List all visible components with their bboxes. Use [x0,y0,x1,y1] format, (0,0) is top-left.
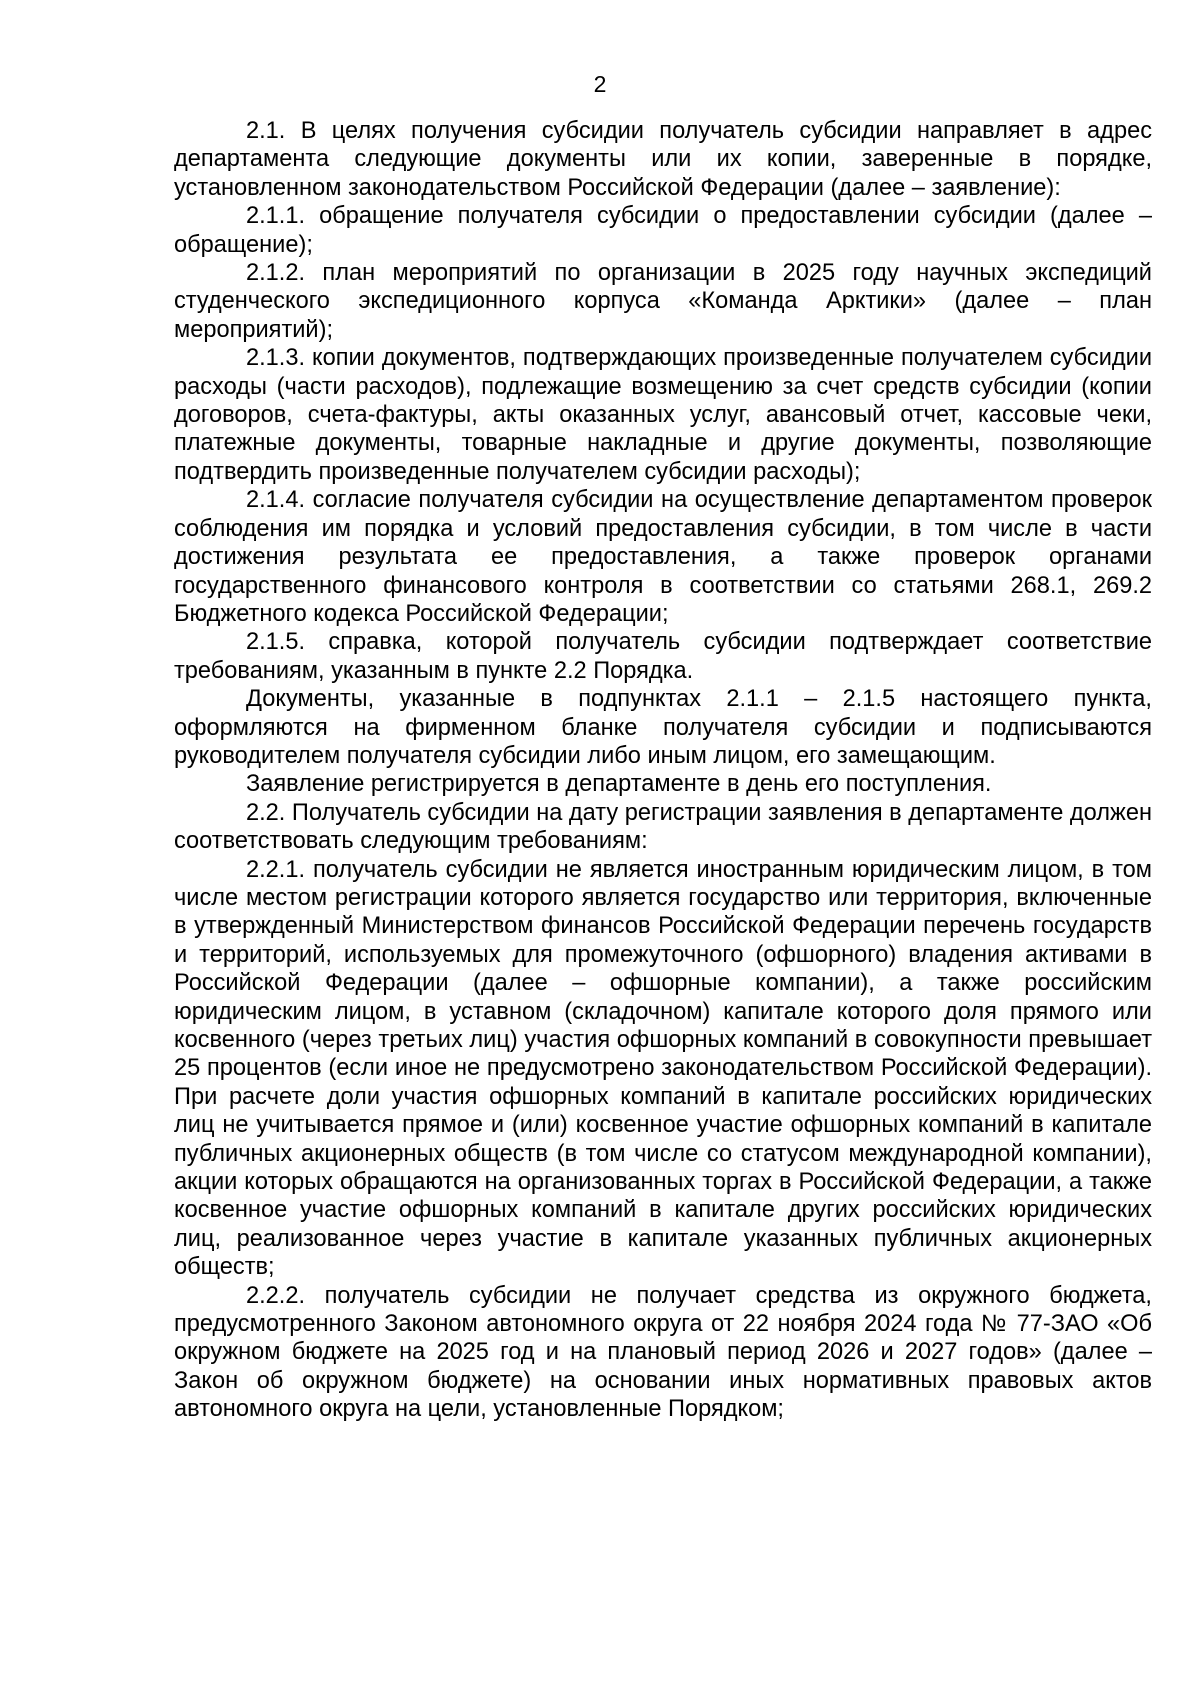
paragraph-2-1-1: 2.1.1. обращение получателя субсидии о предоставлении субсидии (далее – обращение); [174,203,1152,258]
paragraph-2-1-2: 2.1.2. план мероприятий по организации в 2025 году научных экспедиций студенческого экспедиционного корпуса «Команда Арктики» (далее – план мероприятий); [174,260,1152,343]
paragraph-2-1-5: 2.1.5. справка, которой получатель субсидии подтверждает соответствие требованиям, указанным в пункте 2.2 Порядка. [174,629,1152,684]
paragraph-documents-formatting: Документы, указанные в подпунктах 2.1.1 – 2.1.5 настоящего пункта, оформляются на фирменном бланке получателя субсидии и подписываются руководителем получателя субсидии либо иным лицом, его замещающим. [174,686,1152,769]
document-body [174,117,1152,1424]
paragraph-2-1-4: 2.1.4. согласие получателя субсидии на осуществление департаментом проверок соблюдения им порядка и условий предоставления субсидии, в том числе в части достижения результата ее предоставления, а также проверок органами государственного финансового контроля в соответствии со статьями 268.1, 269.2 Бюджетного кодекса Российской Федерации; [174,487,1152,627]
paragraph-2-2-1: 2.2.1. получатель субсидии не является иностранным юридическим лицом, в том числе местом регистрации которого является государство или территория, включенные в утвержденный Министерством финансов Российской Федерации перечень государств и территорий, используемых для промежуточного (офшорного) владения активами в Российской Федерации (далее – офшорные компании), а также российским юридическим лицом, в уставном (складочном) капитале которого доля прямого или косвенного (через третьих лиц) участия офшорных компаний в совокупности превышает 25 процентов (если иное не предусмотрено законодательством Российской Федерации). При расчете доли участия офшорных компаний в капитале российских юридических лиц не учитывается прямое и (или) косвенное участие офшорных компаний в капитале публичных акционерных обществ (в том числе со статусом международной компании), акции которых обращаются на организованных торгах в Российской Федерации, а также косвенное участие офшорных компаний в капитале других российских юридических лиц, реализованное через участие в капитале указанных публичных акционерных обществ; [174,856,1152,1281]
paragraph-2-2-2: 2.2.2. получатель субсидии не получает средства из окружного бюджета, предусмотренного Законом автономного округа от 22 ноября 2024 года № 77-ЗАО «Об окружном бюджете на 2025 год и на плановый период 2026 и 2027 годов» (далее – Закон об окружном бюджете) на основании иных нормативных правовых актов автономного округа на цели, установленные Порядком; [174,1282,1152,1423]
page-number: 2 [593,71,607,97]
paragraph-2-2: 2.2. Получатель субсидии на дату регистрации заявления в департаменте должен соответствовать следующим требованиям: [174,799,1152,855]
paragraph-2-1: 2.1. В целях получения субсидии получатель субсидии направляет в адрес департамента следующие документы или их копии, заверенные в порядке, установленном законодательством Российской Федерации (далее – заявление): [174,118,1152,201]
paragraph-registration: Заявление регистрируется в департаменте в день его поступления. [246,771,992,798]
paragraph-2-1-3: 2.1.3. копии документов, подтверждающих произведенные получателем субсидии расходы (части расходов), подлежащие возмещению за счет средств субсидии (копии договоров, счета-фактуры, акты оказанных услуг, авансовый отчет, кассовые чеки, платежные документы, товарные накладные и другие документы, позволяющие подтвердить произведенные получателем субсидии расходы); [174,345,1152,485]
